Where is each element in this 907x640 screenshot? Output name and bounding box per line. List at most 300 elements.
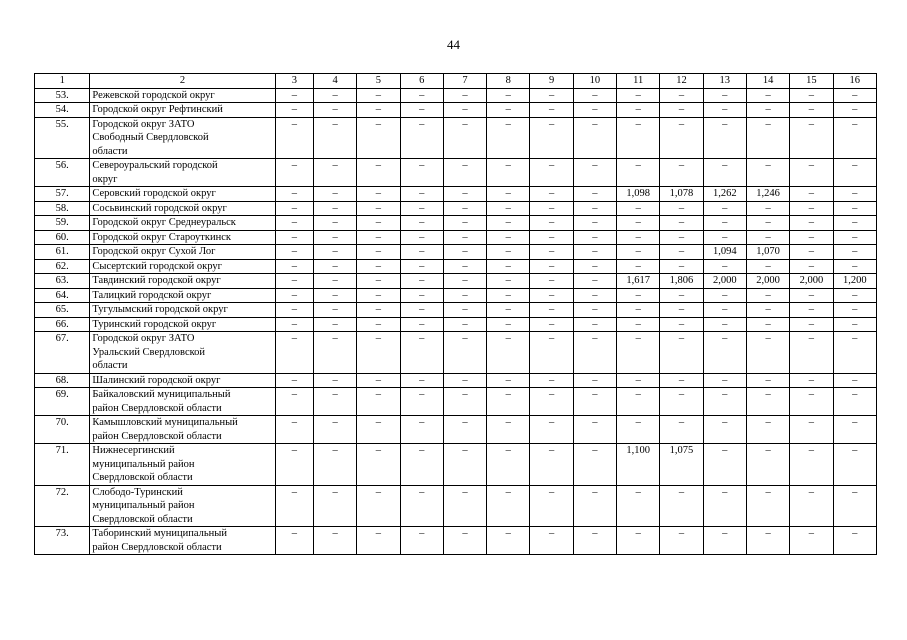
value-cell: – (487, 416, 530, 444)
value-cell: – (400, 216, 443, 231)
value-cell: – (313, 485, 356, 527)
municipality-name (90, 288, 275, 303)
value-cell: – (443, 88, 486, 103)
value-cell: – (660, 103, 703, 118)
value-cell: – (617, 230, 660, 245)
value-cell: – (487, 527, 530, 555)
value-cell: – (833, 216, 876, 231)
value-cell: – (443, 117, 486, 159)
value-cell: – (443, 317, 486, 332)
value-cell: – (746, 103, 789, 118)
table-row (35, 88, 877, 103)
municipality-name-line: Тавдинский городской округ (92, 275, 221, 286)
table-row (35, 527, 877, 555)
value-cell: – (833, 201, 876, 216)
value-cell: – (573, 187, 616, 202)
value-cell: – (487, 332, 530, 374)
value-cell: – (487, 230, 530, 245)
value-cell: – (487, 373, 530, 388)
municipality-name-line: Туринский городской округ (92, 318, 217, 330)
value-cell: – (660, 527, 703, 555)
row-number: 69. (35, 388, 90, 416)
municipality-name-line: Шалинский городской округ (92, 374, 221, 386)
value-cell: – (573, 117, 616, 159)
value-cell: – (746, 332, 789, 374)
value-cell: – (703, 303, 746, 318)
value-cell: – (443, 259, 486, 274)
row-number: 54. (35, 103, 90, 118)
value-cell: – (487, 444, 530, 486)
value-cell: – (275, 245, 313, 260)
table-row (35, 274, 877, 289)
value-cell: – (357, 259, 400, 274)
value-cell: – (487, 317, 530, 332)
value-cell: – (357, 230, 400, 245)
value-cell: – (313, 274, 356, 289)
value-cell: – (833, 416, 876, 444)
value-cell: – (487, 245, 530, 260)
header-cell: 15 (790, 74, 833, 89)
value-cell: – (703, 288, 746, 303)
value-cell: 1,262 (703, 187, 746, 202)
value-cell: – (833, 317, 876, 332)
value-cell: – (573, 88, 616, 103)
value-cell: – (357, 117, 400, 159)
value-cell: – (443, 416, 486, 444)
value-cell: – (573, 317, 616, 332)
table-row (35, 103, 877, 118)
value-cell: – (357, 416, 400, 444)
value-cell: – (487, 303, 530, 318)
value-cell: – (833, 485, 876, 527)
value-cell: – (746, 230, 789, 245)
value-cell: 1,200 (833, 274, 876, 289)
value-cell: – (573, 303, 616, 318)
value-cell: – (833, 388, 876, 416)
value-cell: – (617, 216, 660, 231)
value-cell: – (573, 230, 616, 245)
value-cell: – (703, 332, 746, 374)
value-cell: – (573, 159, 616, 187)
value-cell: – (313, 159, 356, 187)
row-number: 58. (35, 201, 90, 216)
value-cell: – (790, 259, 833, 274)
value-cell: – (443, 216, 486, 231)
value-cell: – (833, 288, 876, 303)
header-cell: 9 (530, 74, 573, 89)
value-cell: – (617, 332, 660, 374)
value-cell: – (487, 201, 530, 216)
municipality-name (90, 117, 275, 159)
value-cell: – (660, 245, 703, 260)
value-cell: – (833, 527, 876, 555)
municipality-name (90, 317, 275, 332)
value-cell: – (357, 485, 400, 527)
value-cell: – (790, 303, 833, 318)
value-cell: – (313, 444, 356, 486)
municipality-name-line: муниципальный район (92, 458, 195, 470)
header-cell: 6 (400, 74, 443, 89)
value-cell: – (443, 388, 486, 416)
value-cell: – (573, 216, 616, 231)
row-number: 56. (35, 159, 90, 187)
table-body (35, 74, 877, 555)
value-cell: – (833, 245, 876, 260)
value-cell: – (530, 527, 573, 555)
value-cell: – (833, 373, 876, 388)
value-cell: – (573, 288, 616, 303)
value-cell: 1,094 (703, 245, 746, 260)
value-cell: 2,000 (790, 274, 833, 289)
value-cell: – (833, 117, 876, 159)
value-cell: – (660, 317, 703, 332)
municipality-name-line: Североуральский городской (92, 160, 218, 171)
municipality-name-line: Городской округ Сухой Лог (92, 246, 216, 257)
value-cell: – (617, 303, 660, 318)
table-row (35, 373, 877, 388)
municipality-name-line: Свободный Свердловской (92, 132, 209, 143)
value-cell: – (530, 245, 573, 260)
value-cell: – (530, 274, 573, 289)
value-cell: – (487, 187, 530, 202)
value-cell: – (790, 444, 833, 486)
value-cell: 1,098 (617, 187, 660, 202)
value-cell: – (833, 103, 876, 118)
value-cell: – (313, 288, 356, 303)
municipality-name-line: Городской округ Староуткинск (92, 231, 231, 243)
value-cell: – (660, 201, 703, 216)
municipality-name (90, 388, 275, 416)
municipality-name (90, 201, 275, 216)
value-cell: – (357, 187, 400, 202)
value-cell: – (790, 245, 833, 260)
municipality-name-line: Слободо-Туринский (92, 486, 183, 498)
value-cell: – (660, 332, 703, 374)
municipality-name (90, 303, 275, 318)
municipality-name-line: район Свердловской области (92, 541, 222, 553)
value-cell: – (275, 187, 313, 202)
value-cell: – (400, 259, 443, 274)
municipality-name-line: Режевской городской округ (92, 89, 215, 101)
value-cell: – (487, 288, 530, 303)
value-cell: 1,070 (746, 245, 789, 260)
value-cell: – (530, 388, 573, 416)
value-cell: – (746, 317, 789, 332)
value-cell: – (530, 416, 573, 444)
value-cell: – (573, 388, 616, 416)
value-cell: – (790, 332, 833, 374)
value-cell: – (790, 373, 833, 388)
header-cell: 10 (573, 74, 616, 89)
value-cell: – (357, 527, 400, 555)
value-cell: – (400, 288, 443, 303)
value-cell: – (400, 187, 443, 202)
value-cell: – (573, 485, 616, 527)
row-number: 57. (35, 187, 90, 202)
value-cell: – (443, 230, 486, 245)
value-cell: – (443, 332, 486, 374)
value-cell: – (357, 444, 400, 486)
value-cell: – (530, 117, 573, 159)
table-row (35, 117, 877, 159)
value-cell: – (275, 201, 313, 216)
value-cell: – (275, 259, 313, 274)
value-cell: – (617, 288, 660, 303)
value-cell: – (617, 103, 660, 118)
value-cell: – (833, 187, 876, 202)
municipality-name (90, 88, 275, 103)
value-cell: – (313, 201, 356, 216)
value-cell: – (660, 88, 703, 103)
municipality-name (90, 332, 275, 374)
table-row (35, 388, 877, 416)
table-row (35, 485, 877, 527)
value-cell: – (357, 373, 400, 388)
value-cell: – (357, 103, 400, 118)
value-cell: – (400, 245, 443, 260)
value-cell: – (833, 159, 876, 187)
municipality-name (90, 159, 275, 187)
value-cell: – (746, 117, 789, 159)
value-cell: – (660, 373, 703, 388)
value-cell: – (400, 416, 443, 444)
value-cell: – (400, 332, 443, 374)
value-cell: – (746, 201, 789, 216)
municipality-name-line: Сысертский городской округ (92, 260, 222, 272)
value-cell: – (313, 527, 356, 555)
value-cell: – (487, 103, 530, 118)
value-cell: 1,075 (660, 444, 703, 486)
municipality-name-line: Таборинский муниципальный (92, 528, 227, 539)
value-cell: – (313, 245, 356, 260)
value-cell: – (790, 288, 833, 303)
value-cell: – (313, 187, 356, 202)
value-cell: – (313, 230, 356, 245)
value-cell: – (400, 388, 443, 416)
table-row (35, 332, 877, 374)
header-cell: 16 (833, 74, 876, 89)
value-cell: – (746, 416, 789, 444)
value-cell: – (790, 230, 833, 245)
header-row (35, 74, 877, 89)
table-row (35, 303, 877, 318)
row-number: 71. (35, 444, 90, 486)
value-cell: – (703, 159, 746, 187)
value-cell: – (275, 216, 313, 231)
value-cell: – (573, 259, 616, 274)
value-cell: – (530, 259, 573, 274)
value-cell: – (530, 103, 573, 118)
value-cell: – (660, 303, 703, 318)
municipality-name (90, 245, 275, 260)
value-cell: – (400, 527, 443, 555)
municipality-name-line: Тугулымский городской округ (92, 304, 228, 315)
header-cell: 1 (35, 74, 90, 89)
value-cell: – (790, 485, 833, 527)
value-cell: – (400, 274, 443, 289)
value-cell: – (530, 201, 573, 216)
value-cell: – (790, 117, 833, 159)
municipality-name-line: Свердловской области (92, 513, 193, 525)
value-cell: – (790, 88, 833, 103)
value-cell: – (530, 373, 573, 388)
value-cell: – (357, 159, 400, 187)
municipality-name (90, 187, 275, 202)
row-number: 63. (35, 274, 90, 289)
value-cell: – (443, 201, 486, 216)
value-cell: – (487, 117, 530, 159)
value-cell: – (357, 317, 400, 332)
value-cell: – (617, 317, 660, 332)
value-cell: – (275, 416, 313, 444)
row-number: 61. (35, 245, 90, 260)
value-cell: – (573, 444, 616, 486)
municipality-name-line: муниципальный район (92, 500, 195, 511)
value-cell: – (833, 88, 876, 103)
value-cell: – (746, 388, 789, 416)
municipality-name-line: округ (92, 173, 118, 185)
municipality-name (90, 259, 275, 274)
value-cell: – (275, 444, 313, 486)
table-row (35, 416, 877, 444)
table-row (35, 288, 877, 303)
table-row (35, 216, 877, 231)
municipality-name-line: Городской округ Рефтинский (92, 104, 223, 115)
value-cell: – (357, 303, 400, 318)
value-cell: – (275, 317, 313, 332)
municipality-name-line: Байкаловский муниципальный (92, 389, 231, 400)
value-cell: – (275, 373, 313, 388)
value-cell: – (487, 274, 530, 289)
value-cell: – (660, 159, 703, 187)
value-cell: – (703, 527, 746, 555)
value-cell: – (275, 159, 313, 187)
value-cell: – (746, 159, 789, 187)
value-cell: – (617, 527, 660, 555)
value-cell: – (313, 416, 356, 444)
value-cell: – (313, 317, 356, 332)
value-cell: – (703, 416, 746, 444)
value-cell: – (313, 216, 356, 231)
data-table (34, 73, 877, 555)
value-cell: – (275, 485, 313, 527)
value-cell: – (746, 373, 789, 388)
value-cell: – (487, 388, 530, 416)
value-cell: – (313, 259, 356, 274)
value-cell: – (400, 201, 443, 216)
value-cell: – (660, 485, 703, 527)
value-cell: – (573, 416, 616, 444)
value-cell: – (275, 332, 313, 374)
value-cell: 1,806 (660, 274, 703, 289)
value-cell: – (443, 159, 486, 187)
value-cell: – (443, 245, 486, 260)
value-cell: – (703, 373, 746, 388)
value-cell: – (746, 303, 789, 318)
value-cell: – (703, 88, 746, 103)
value-cell: – (573, 201, 616, 216)
municipality-name-line: Городской округ ЗАТО (92, 333, 195, 344)
row-number: 55. (35, 117, 90, 159)
municipality-name (90, 527, 275, 555)
value-cell: – (790, 201, 833, 216)
value-cell: – (833, 332, 876, 374)
value-cell: – (573, 274, 616, 289)
municipality-name-line: Свердловской области (92, 472, 193, 483)
value-cell: – (313, 103, 356, 118)
value-cell: – (530, 444, 573, 486)
value-cell: – (573, 103, 616, 118)
value-cell: – (703, 317, 746, 332)
value-cell: – (833, 303, 876, 318)
value-cell: 2,000 (703, 274, 746, 289)
value-cell: – (357, 274, 400, 289)
value-cell: – (617, 373, 660, 388)
value-cell: – (443, 485, 486, 527)
value-cell: – (617, 388, 660, 416)
value-cell: – (573, 245, 616, 260)
value-cell: – (530, 485, 573, 527)
value-cell: – (573, 527, 616, 555)
value-cell: – (617, 416, 660, 444)
value-cell: – (275, 88, 313, 103)
value-cell: – (487, 88, 530, 103)
value-cell: – (443, 288, 486, 303)
value-cell: 1,617 (617, 274, 660, 289)
value-cell: – (530, 88, 573, 103)
value-cell: – (443, 444, 486, 486)
row-number: 66. (35, 317, 90, 332)
table-row (35, 201, 877, 216)
value-cell: – (746, 288, 789, 303)
municipality-name (90, 444, 275, 486)
value-cell: – (833, 230, 876, 245)
row-number: 62. (35, 259, 90, 274)
value-cell: – (703, 444, 746, 486)
value-cell: – (660, 230, 703, 245)
municipality-name-line: области (92, 145, 128, 157)
value-cell: – (573, 373, 616, 388)
municipality-name (90, 416, 275, 444)
value-cell: – (617, 259, 660, 274)
value-cell: – (313, 373, 356, 388)
value-cell: – (400, 117, 443, 159)
value-cell: – (660, 117, 703, 159)
municipality-name (90, 274, 275, 289)
value-cell: – (275, 527, 313, 555)
table-row (35, 317, 877, 332)
page-number: 44 (447, 37, 460, 52)
value-cell: – (275, 388, 313, 416)
value-cell: – (703, 201, 746, 216)
municipality-name-line: Городской округ Среднеуральск (92, 217, 236, 228)
row-number: 73. (35, 527, 90, 555)
value-cell: – (530, 230, 573, 245)
value-cell: – (487, 259, 530, 274)
value-cell: – (703, 103, 746, 118)
header-cell: 14 (746, 74, 789, 89)
value-cell: – (275, 103, 313, 118)
value-cell: – (703, 216, 746, 231)
table-row (35, 187, 877, 202)
value-cell: – (357, 245, 400, 260)
value-cell: – (833, 444, 876, 486)
value-cell: – (617, 159, 660, 187)
header-cell: 13 (703, 74, 746, 89)
municipality-name-line: Сосьвинский городской округ (92, 202, 227, 214)
value-cell: – (357, 332, 400, 374)
value-cell: – (746, 216, 789, 231)
